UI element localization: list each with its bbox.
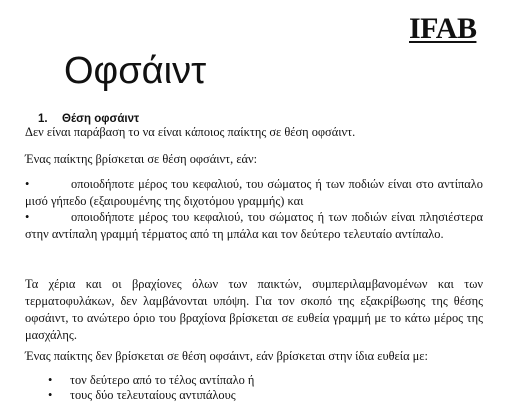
bullet-icon: •: [48, 388, 53, 402]
exception-text: τους δύο τελευταίους αντιπάλους: [70, 388, 236, 402]
paragraph-offside-conditions-intro: Ένας παίκτης βρίσκεται σε θέση οφσάιντ, εάν:: [25, 152, 258, 166]
bullet-icon: •: [25, 177, 30, 191]
list-item: [48, 373, 254, 388]
paragraph-not-offside-intro: Ένας παίκτης δεν βρίσκεται σε θέση οφσάιντ, εάν βρίσκεται στην ίδια ευθεία με:: [25, 349, 428, 363]
paragraph-arms-hands: Τα χέρια και οι βραχίονες όλων των παικτών, συμπεριλαμβανομένων και των τερματοφυλάκων, δεν λαμβάνονται υπόψη. Για τον σκοπό της εξακρίβωσης της θέσης οφσάιντ, το ανώτερο όριο του βραχίονα βρίσκεται σε ευθεία γραμμή με το κάτω μέρος της μασχάλης.: [25, 277, 483, 342]
section-title: Θέση οφσάιντ: [62, 113, 140, 125]
exception-list: [48, 373, 254, 403]
condition-text: οποιοδήποτε μέρος του κεφαλιού, του σώματος ή των ποδιών είναι στο αντίπαλο μισό γήπεδο (εξαιρουμένης της διχοτόμου γραμμής) και: [25, 177, 483, 208]
bullet-icon: •: [48, 373, 53, 387]
condition-text: οποιοδήποτε μέρος του κεφαλιού, του σώματος ή των ποδιών είναι πλησιέστερα στην αντίπαλη γραμμή τέρματος από τη μπάλα και τον δεύτερο τελευταίο αντίπαλο.: [25, 210, 483, 241]
bullet-icon: •: [25, 210, 30, 224]
exception-text: τον δεύτερο από το τέλος αντίπαλο ή: [70, 373, 255, 387]
list-item: [48, 388, 254, 403]
paragraph-offside-not-offence: Δεν είναι παράβαση το να είναι κάποιος παίκτης σε θέση οφσάιντ.: [25, 125, 356, 139]
page-title: Οφσάιντ: [64, 50, 207, 92]
section-number: 1.: [38, 113, 48, 125]
condition-item: [25, 209, 483, 243]
ifab-logo: IFAB: [409, 12, 477, 45]
condition-item: [25, 176, 483, 210]
